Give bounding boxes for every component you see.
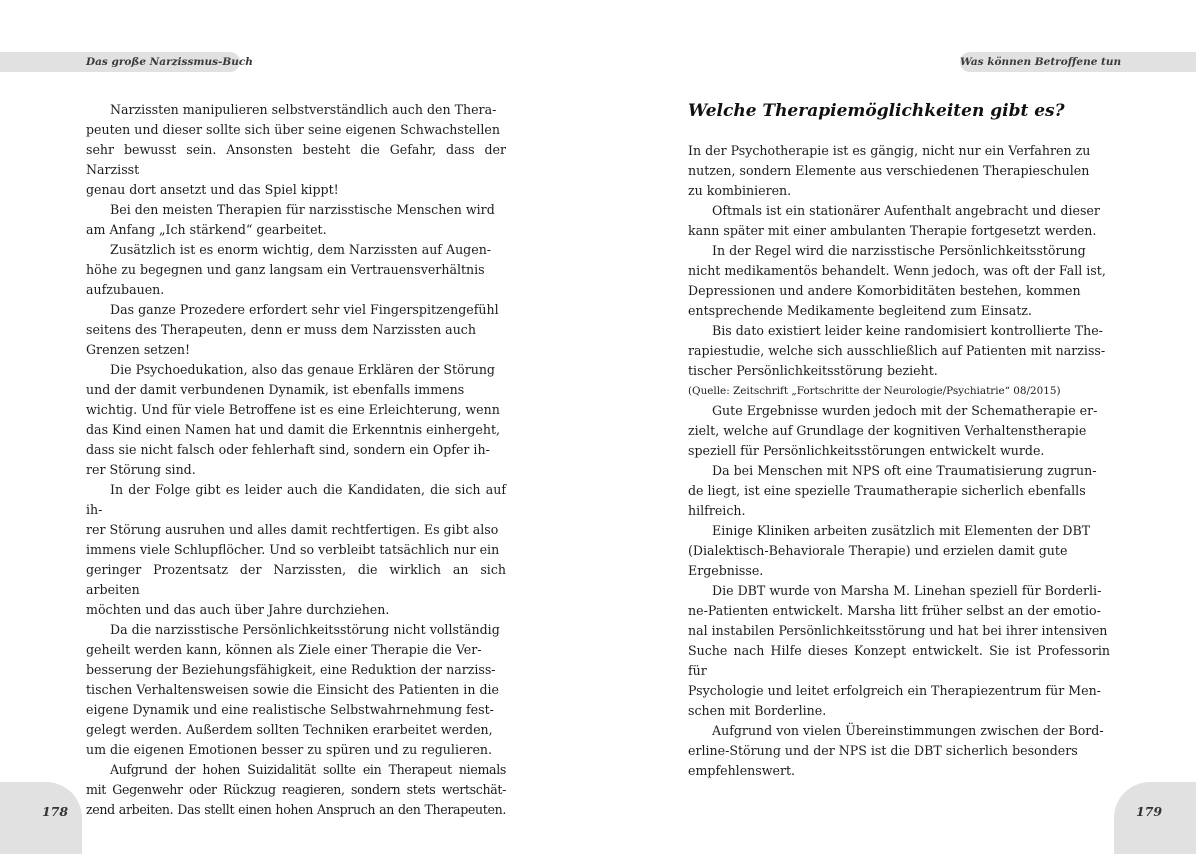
paragraph: Oftmals ist ein stationärer Aufenthalt angebracht und dieser kann später mit einer ambulanten Therapie fortgesetzt werden. <box>688 203 1100 238</box>
paragraph: Bis dato existiert leider keine randomisiert kontrollierte The- rapiestudie, welche sich ausschließlich auf Patienten mit narziss- tischer Persönlichkeitsstörung bezieht. <box>688 323 1106 378</box>
right-page-body <box>688 141 1110 781</box>
page-number-right: 179 <box>1114 782 1196 854</box>
paragraph: In der Folge gibt es leider auch die Kandidaten, die sich auf ih- rer Störung ausruhen und alles damit rechtfertigen. Es gibt also immens viele Schlupflöcher. Und so verbleibt tatsächlich nur ein geringer Prozentsatz der Narzissten, die wirklich an sich arbeiten möchten und das auch über Jahre durchziehen. <box>86 482 506 617</box>
page-number-left: 178 <box>0 782 82 854</box>
paragraph: In der Regel wird die narzisstische Persönlichkeitsstörung nicht medikamentös behandelt. Wenn jedoch, was oft der Fall ist, Depressionen und andere Komorbiditäten bestehen, kommen entsprechende Medikamente begleitend zum Einsatz. <box>688 243 1106 318</box>
paragraph: Narzissten manipulieren selbstverständlich auch den Thera- peuten und dieser sollte sich über seine eigenen Schwachstellen sehr bewusst sein. Ansonsten besteht die Gefahr, dass der Narzisst genau dort ansetzt und das Spiel kippt! <box>86 102 506 197</box>
paragraph: Bei den meisten Therapien für narzisstische Menschen wird am Anfang „Ich stärkend“ gearbeitet. <box>86 202 495 237</box>
paragraph: Da bei Menschen mit NPS oft eine Traumatisierung zugrun- de liegt, ist eine spezielle Traumatherapie sicherlich ebenfalls hilfreich. <box>688 463 1097 518</box>
paragraph: Da die narzisstische Persönlichkeitsstörung nicht vollständig geheilt werden kann, können als Ziele einer Therapie die Ver- besserung der Beziehungsfähigkeit, eine Reduktion der narziss- tischen Verhaltensweisen sowie die Einsicht des Patienten in die eigene Dynamik und eine realistische Selbstwahrnehmung fest- gelegt werden. Außerdem sollten Techniken erarbeitet werden, um die eigenen Emotionen besser zu spüren und zu regulieren. <box>86 622 500 757</box>
paragraph: Die Psychoedukation, also das genaue Erklären der Störung und der damit verbundenen Dynamik, ist ebenfalls immens wichtig. Und für viele Betroffene ist es eine Erleichterung, wenn das Kind einen Namen hat und damit die Erkenntnis einhergeht, dass sie nicht falsch oder fehlerhaft sind, sondern ein Opfer ih- rer Störung sind. <box>86 362 501 477</box>
running-head-left: Das große Narzissmus-Buch <box>0 52 240 72</box>
paragraph: In der Psychotherapie ist es gängig, nicht nur ein Verfahren zu nutzen, sondern Elemente aus verschiedenen Therapieschulen zu kombinieren. <box>688 143 1091 198</box>
source-note: (Quelle: Zeitschrift „Fortschritte der Neurologie/Psychiatrie“ 08/2015) <box>688 385 1061 397</box>
paragraph: Aufgrund von vielen Übereinstimmungen zwischen der Bord- erline-Störung und der NPS ist die DBT sicherlich besonders empfehlenswert. <box>688 723 1104 778</box>
paragraph: Die DBT wurde von Marsha M. Linehan speziell für Borderli- ne-Patienten entwickelt. Marsha litt früher selbst an der emotio- nal instabilen Persönlichkeitsstörung und hat bei ihrer intensiven Suche nach Hilfe dieses Konzept entwickelt. Sie ist Professorin für Psychologie und leitet erfolgreich ein Therapiezentrum für Men- schen mit Borderline. <box>688 583 1110 718</box>
paragraph: Das ganze Prozedere erfordert sehr viel Fingerspitzengefühl seitens des Therapeuten, denn er muss dem Narzissten auch Grenzen setzen! <box>86 302 499 357</box>
running-head-right: Was können Betroffene tun <box>960 52 1196 72</box>
paragraph: Einige Kliniken arbeiten zusätzlich mit Elementen der DBT (Dialektisch-Behaviorale Therapie) und erzielen damit gute Ergebnisse. <box>688 523 1091 578</box>
paragraph: Aufgrund der hohen Suizidalität sollte ein Therapeut niemals mit Gegenwehr oder Rückzug reagieren, sondern stets wertschät- zend arbeiten. Das stellt einen hohen Anspruch an den Therapeuten. <box>86 762 506 817</box>
paragraph: Gute Ergebnisse wurden jedoch mit der Schematherapie er- zielt, welche auf Grundlage der kognitiven Verhaltenstherapie speziell für Persönlichkeitsstörungen entwickelt wurde. <box>688 403 1098 458</box>
section-heading: Welche Therapiemöglichkeiten gibt es? <box>688 101 1065 121</box>
paragraph: Zusätzlich ist es enorm wichtig, dem Narzissten auf Augen- höhe zu begegnen und ganz langsam ein Vertrauensverhältnis aufzubauen. <box>86 242 492 297</box>
left-page-body <box>86 100 506 820</box>
